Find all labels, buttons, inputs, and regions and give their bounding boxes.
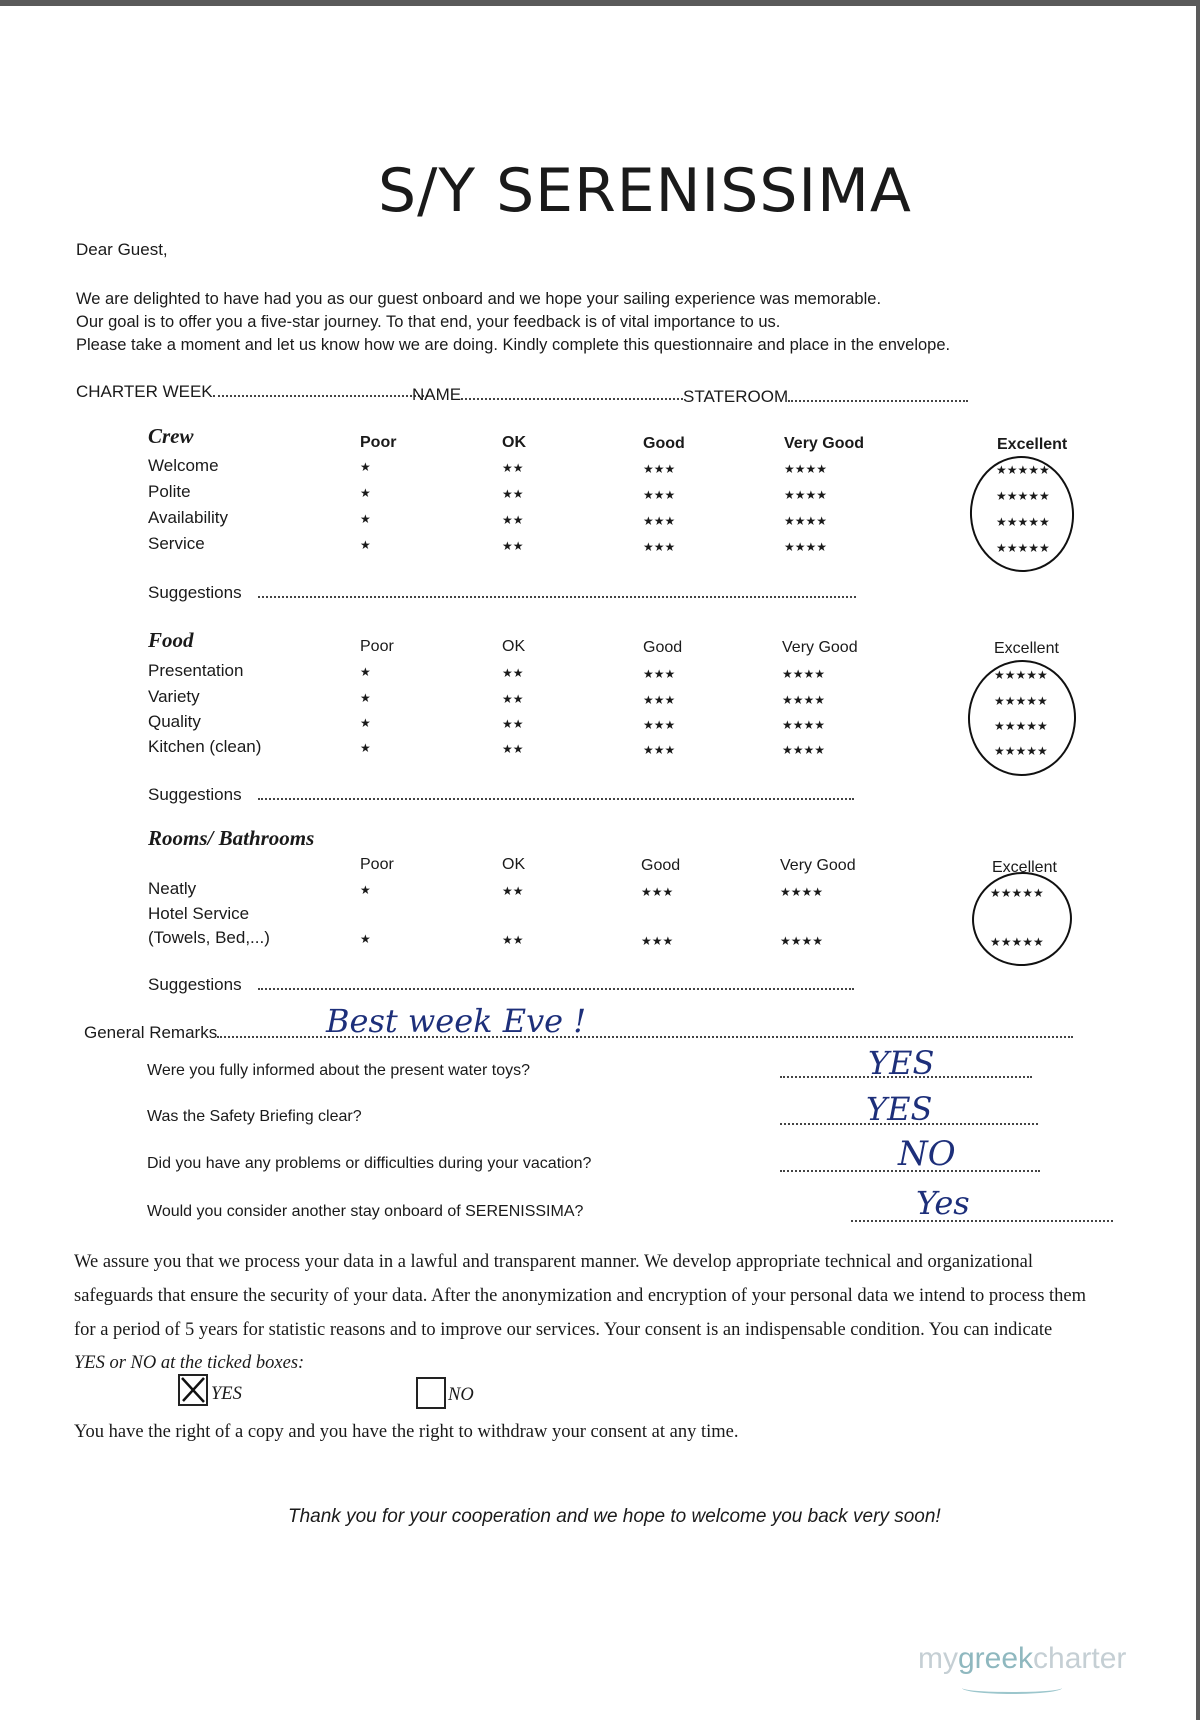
rating-1[interactable]: ★	[360, 716, 371, 730]
col-excellent: Excellent	[997, 436, 1068, 453]
section-title-rooms: Rooms/ Bathrooms	[148, 826, 315, 850]
col-poor: Poor	[360, 434, 397, 451]
suggestions-label: Suggestions	[148, 975, 242, 994]
section-title-food: Food	[148, 628, 194, 652]
rating-2[interactable]: ★★	[502, 666, 524, 680]
answer-another-stay: Yes	[916, 1184, 970, 1222]
answer-safety-briefing: YES	[866, 1090, 933, 1128]
privacy-line-4: YES or NO at the ticked boxes:	[74, 1353, 305, 1373]
rating-3[interactable]: ★★★	[641, 885, 674, 899]
rating-4[interactable]: ★★★★	[784, 462, 828, 476]
col-excellent: Excellent	[992, 859, 1057, 876]
rating-2[interactable]: ★★	[502, 742, 524, 756]
item-kitchen: Kitchen (clean)	[148, 737, 262, 756]
stateroom-label: STATEROOM	[683, 387, 789, 406]
col-very-good: Very Good	[780, 857, 856, 874]
item-hotel-service: Hotel Service	[148, 904, 250, 923]
privacy-line-1: We assure you that we process your data in a lawful and transparent manner. We develop appropriate technical and organizational	[74, 1252, 1034, 1272]
rating-1[interactable]: ★	[360, 538, 371, 552]
col-ok: OK	[502, 638, 526, 655]
col-very-good: Very Good	[782, 639, 858, 656]
rating-1[interactable]: ★	[360, 486, 371, 500]
rating-3[interactable]: ★★★	[643, 693, 676, 707]
rating-1[interactable]: ★	[360, 665, 371, 679]
rating-2[interactable]: ★★	[502, 461, 524, 475]
watermark-post: charter	[1033, 1642, 1127, 1675]
name-field[interactable]	[412, 384, 683, 405]
rating-4[interactable]: ★★★★	[782, 667, 826, 681]
rating-2[interactable]: ★★	[502, 487, 524, 501]
check-x-icon	[180, 1376, 206, 1404]
item-variety: Variety	[148, 687, 200, 706]
rating-5[interactable]: ★★★★★	[990, 935, 1044, 949]
answer-water-toys: YES	[868, 1044, 935, 1082]
questionnaire-page	[0, 6, 1196, 1720]
rating-5[interactable]: ★★★★★	[994, 694, 1048, 708]
excellent-selection-circle	[965, 657, 1079, 778]
rating-2[interactable]: ★★	[502, 717, 524, 731]
rating-3[interactable]: ★★★	[641, 934, 674, 948]
question-another-stay: Would you consider another stay onboard of SERENISSIMA?	[147, 1203, 584, 1220]
item-quality: Quality	[148, 712, 201, 731]
rating-2[interactable]: ★★	[502, 513, 524, 527]
item-neatly: Neatly	[148, 879, 197, 898]
general-remarks-answer: Best week Eve !	[326, 1002, 587, 1040]
name-label: NAME	[412, 385, 462, 404]
suggestions-label: Suggestions	[148, 583, 242, 602]
rating-5[interactable]: ★★★★★	[994, 744, 1048, 758]
col-excellent: Excellent	[994, 640, 1059, 657]
page-title: S/Y SERENISSIMA	[378, 156, 912, 226]
col-good: Good	[641, 857, 681, 874]
rating-2[interactable]: ★★	[502, 692, 524, 706]
col-ok: OK	[502, 856, 526, 873]
rating-3[interactable]: ★★★	[643, 540, 676, 554]
rating-4[interactable]: ★★★★	[784, 540, 828, 554]
crew-suggestions-field[interactable]	[148, 582, 856, 603]
watermark-brand: greek	[958, 1642, 1034, 1675]
stateroom-field[interactable]	[683, 386, 968, 407]
excellent-selection-circle	[967, 867, 1076, 971]
rating-5[interactable]: ★★★★★	[994, 668, 1048, 682]
item-polite: Polite	[148, 482, 191, 501]
rating-5[interactable]: ★★★★★	[996, 463, 1050, 477]
rating-5[interactable]: ★★★★★	[990, 886, 1044, 900]
col-very-good: Very Good	[784, 435, 865, 452]
charter-week-label: CHARTER WEEK	[76, 382, 213, 401]
rating-1[interactable]: ★	[360, 741, 371, 755]
consent-no-label: NO	[448, 1385, 474, 1405]
excellent-selection-circle	[966, 453, 1078, 576]
rating-4[interactable]: ★★★★	[780, 934, 824, 948]
rating-4[interactable]: ★★★★	[784, 488, 828, 502]
item-presentation: Presentation	[148, 661, 244, 680]
consent-yes-label: YES	[211, 1384, 242, 1404]
rating-3[interactable]: ★★★	[643, 462, 676, 476]
intro-line-3: Please take a moment and let us know how we are doing. Kindly complete this questionnaire and place in the envelope.	[76, 336, 951, 354]
suggestions-label: Suggestions	[148, 785, 242, 804]
rating-3[interactable]: ★★★	[643, 743, 676, 757]
general-remarks-label: General Remarks	[84, 1023, 218, 1042]
greeting: Dear Guest,	[76, 240, 168, 259]
rating-3[interactable]: ★★★	[643, 488, 676, 502]
rating-4[interactable]: ★★★★	[782, 718, 826, 732]
rights-text: You have the right of a copy and you have the right to withdraw your consent at any time.	[74, 1422, 739, 1442]
intro-line-1: We are delighted to have had you as our guest onboard and we hope your sailing experience was memorable.	[76, 290, 882, 308]
rating-3[interactable]: ★★★	[643, 667, 676, 681]
rating-2[interactable]: ★★	[502, 884, 524, 898]
rating-1[interactable]: ★	[360, 691, 371, 705]
rating-2[interactable]: ★★	[502, 933, 524, 947]
item-service: Service	[148, 534, 205, 553]
thanks-text: Thank you for your cooperation and we hope to welcome you back very soon!	[288, 1506, 941, 1527]
answer-problems: NO	[898, 1134, 956, 1174]
consent-no-checkbox[interactable]	[416, 1377, 446, 1409]
item-welcome: Welcome	[148, 456, 219, 475]
rating-5[interactable]: ★★★★★	[996, 541, 1050, 555]
intro-line-2: Our goal is to offer you a five-star journey. To that end, your feedback is of vital importance to us.	[76, 313, 781, 331]
rating-2[interactable]: ★★	[502, 539, 524, 553]
rating-1[interactable]: ★	[360, 460, 371, 474]
watermark-wave-icon	[962, 1682, 1062, 1694]
rating-3[interactable]: ★★★	[643, 718, 676, 732]
question-water-toys: Were you fully informed about the present water toys?	[147, 1062, 531, 1079]
rating-3[interactable]: ★★★	[643, 514, 676, 528]
answer-line[interactable]	[851, 1206, 1113, 1227]
rating-1[interactable]: ★	[360, 932, 371, 946]
item-towels-bed: (Towels, Bed,...)	[148, 928, 270, 947]
question-problems: Did you have any problems or difficulties during your vacation?	[147, 1155, 592, 1172]
col-poor: Poor	[360, 856, 394, 873]
section-title-crew: Crew	[148, 424, 194, 448]
rating-4[interactable]: ★★★★	[780, 885, 824, 899]
rating-5[interactable]: ★★★★★	[996, 515, 1050, 529]
rating-4[interactable]: ★★★★	[782, 693, 826, 707]
rating-4[interactable]: ★★★★	[782, 743, 826, 757]
rating-5[interactable]: ★★★★★	[996, 489, 1050, 503]
watermark-logo	[918, 1642, 1126, 1676]
col-ok: OK	[502, 434, 526, 451]
consent-yes-checkbox[interactable]	[178, 1374, 208, 1406]
col-poor: Poor	[360, 638, 394, 655]
item-availability: Availability	[148, 508, 229, 527]
privacy-line-3: for a period of 5 years for statistic reasons and to improve our services. Your consent is an indispensable condition. You can indicate	[74, 1320, 1053, 1340]
rating-1[interactable]: ★	[360, 883, 371, 897]
col-good: Good	[643, 435, 685, 452]
rating-4[interactable]: ★★★★	[784, 514, 828, 528]
food-suggestions-field[interactable]	[148, 784, 854, 805]
question-safety-briefing: Was the Safety Briefing clear?	[147, 1108, 362, 1125]
rooms-suggestions-field[interactable]	[148, 974, 854, 995]
watermark-pre: my	[918, 1642, 958, 1675]
rating-5[interactable]: ★★★★★	[994, 719, 1048, 733]
privacy-line-2: safeguards that ensure the security of your data. After the anonymization and encryption of your personal data we intend to process them	[74, 1286, 1087, 1306]
rating-1[interactable]: ★	[360, 512, 371, 526]
charter-week-field[interactable]	[76, 381, 428, 402]
col-good: Good	[643, 639, 683, 656]
